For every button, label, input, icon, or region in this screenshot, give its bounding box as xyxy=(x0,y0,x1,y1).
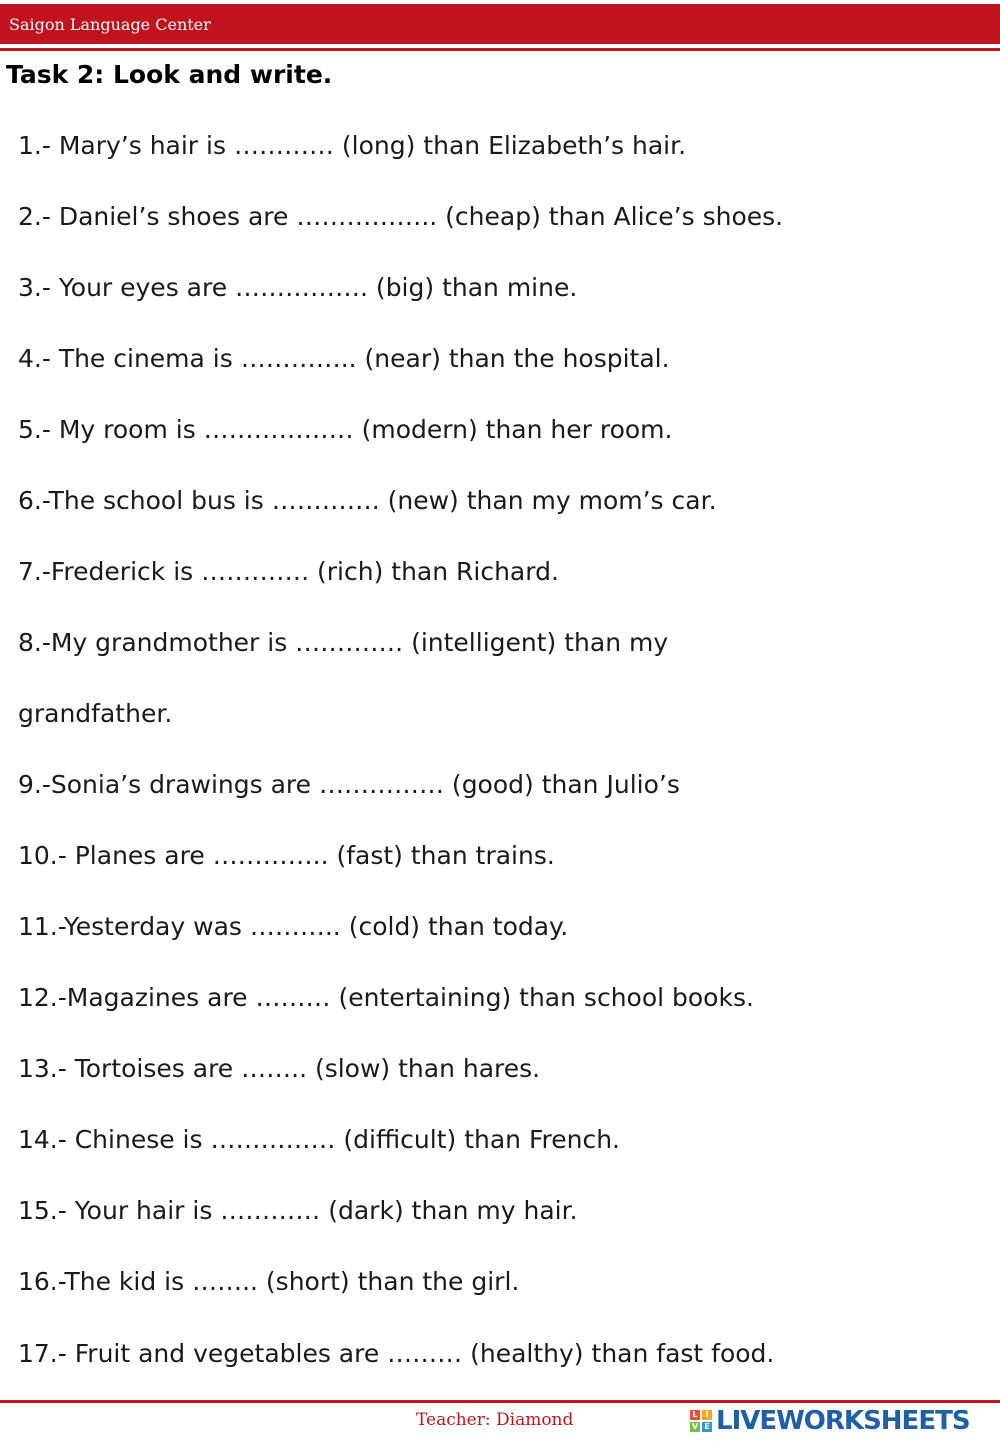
liveworksheets-logo-text: LIVEWORKSHEETS xyxy=(716,1406,970,1436)
logo-mark-cell: V xyxy=(691,1422,699,1431)
task-title: Task 2: Look and write. xyxy=(6,60,333,89)
footer-divider xyxy=(0,1400,1000,1403)
exercise-line: 13.- Tortoises are …….. (slow) than hares. xyxy=(18,1054,541,1083)
exercise-line: 16.-The kid is …….. (short) than the girl. xyxy=(18,1267,520,1296)
exercise-line: 14.- Chinese is …………… (difficult) than French. xyxy=(18,1125,621,1154)
logo-mark-cell: E xyxy=(702,1422,712,1432)
exercise-line-continuation: grandfather. xyxy=(18,699,173,728)
exercise-line: 9.-Sonia’s drawings are …………… (good) than Julio’s xyxy=(18,770,680,799)
header-bar xyxy=(0,4,1000,44)
exercise-line: 15.- Your hair is ………… (dark) than my hair. xyxy=(18,1196,578,1225)
liveworksheets-logo-icon xyxy=(690,1410,712,1432)
exercise-line: 11.-Yesterday was ……….. (cold) than today. xyxy=(18,912,569,941)
footer-teacher: Teacher: Diamond xyxy=(416,1410,574,1430)
exercise-line: 2.- Daniel’s shoes are …………….. (cheap) than Alice’s shoes. xyxy=(18,202,784,231)
exercise-line: 6.-The school bus is …………. (new) than my mom’s car. xyxy=(18,486,717,515)
logo-mark-cell: L xyxy=(690,1410,700,1420)
exercise-line: 17.- Fruit and vegetables are ……… (healthy) than fast food. xyxy=(18,1339,775,1368)
exercise-line: 8.-My grandmother is …………. (intelligent) than my xyxy=(18,628,669,657)
exercise-line: 1.- Mary’s hair is ………… (long) than Elizabeth’s hair. xyxy=(18,131,687,160)
header-title: Saigon Language Center xyxy=(9,15,211,34)
liveworksheets-logo[interactable] xyxy=(690,1406,970,1436)
exercise-line: 10.- Planes are ………….. (fast) than trains. xyxy=(18,841,555,870)
header-divider xyxy=(0,48,1000,51)
exercise-line: 3.- Your eyes are ……………. (big) than mine. xyxy=(18,273,578,302)
exercise-line: 7.-Frederick is …………. (rich) than Richard. xyxy=(18,557,559,586)
exercise-line: 5.- My room is ……………… (modern) than her room. xyxy=(18,415,673,444)
exercise-line: 4.- The cinema is ………….. (near) than the hospital. xyxy=(18,344,670,373)
exercise-line: 12.-Magazines are ……… (entertaining) than school books. xyxy=(18,983,754,1012)
logo-mark-cell: I xyxy=(702,1410,712,1420)
